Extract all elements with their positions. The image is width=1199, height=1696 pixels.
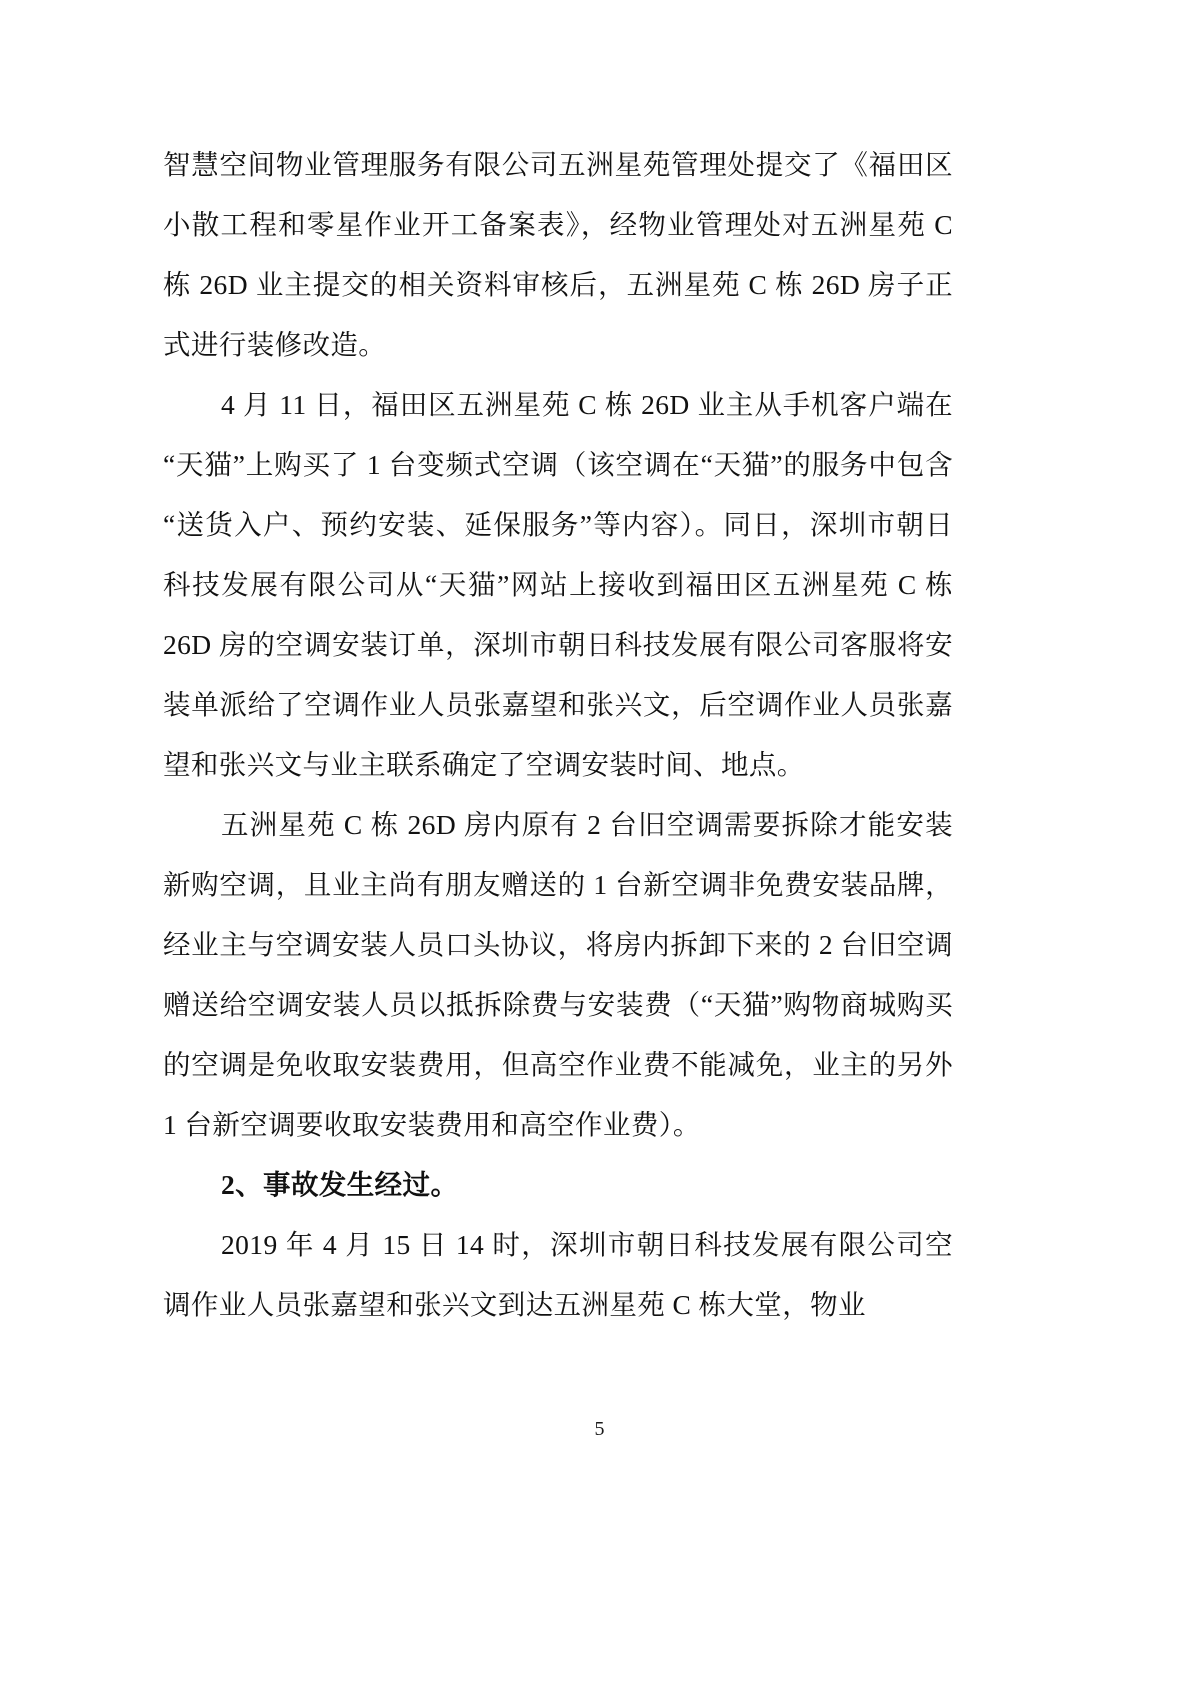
page-number: 5 (594, 1418, 605, 1440)
paragraph-heading-2: 2、事故发生经过。 (221, 1169, 459, 1200)
paragraph-1: 智慧空间物业管理服务有限公司五洲星苑管理处提交了《福田区小散工程和零星作业开工备案表》，经物业管理处对五洲星苑 C 栋 26D 业主提交的相关资料审核后，五洲星苑 C 栋 26D 房子正式进行装修改造。 (163, 149, 953, 360)
page-body (163, 135, 953, 1335)
paragraph-4: 2019 年 4 月 15 日 14 时，深圳市朝日科技发展有限公司空调作业人员张嘉望和张兴文到达五洲星苑 C 栋大堂，物业 (163, 1229, 953, 1320)
paragraph-3: 五洲星苑 C 栋 26D 房内原有 2 台旧空调需要拆除才能安装新购空调，且业主尚有朋友赠送的 1 台新空调非免费安装品牌，经业主与空调安装人员口头协议，将房内拆卸下来的 2 台旧空调赠送给空调安装人员以抵拆除费与安装费（“天猫”购物商城购买的空调是免收取安装费用，但高空作业费不能减免，业主的另外 1 台新空调要收取安装费用和高空作业费）。 (163, 809, 953, 1140)
paragraph-2: 4 月 11 日，福田区五洲星苑 C 栋 26D 业主从手机客户端在“天猫”上购买了 1 台变频式空调（该空调在“天猫”的服务中包含“送货入户、预约安装、延保服务”等内容）。同日，深圳市朝日科技发展有限公司从“天猫”网站上接收到福田区五洲星苑 C 栋 26D 房的空调安装订单，深圳市朝日科技发展有限公司客服将安装单派给了空调作业人员张嘉望和张兴文，后空调作业人员张嘉望和张兴文与业主联系确定了空调安装时间、地点。 (163, 389, 953, 780)
